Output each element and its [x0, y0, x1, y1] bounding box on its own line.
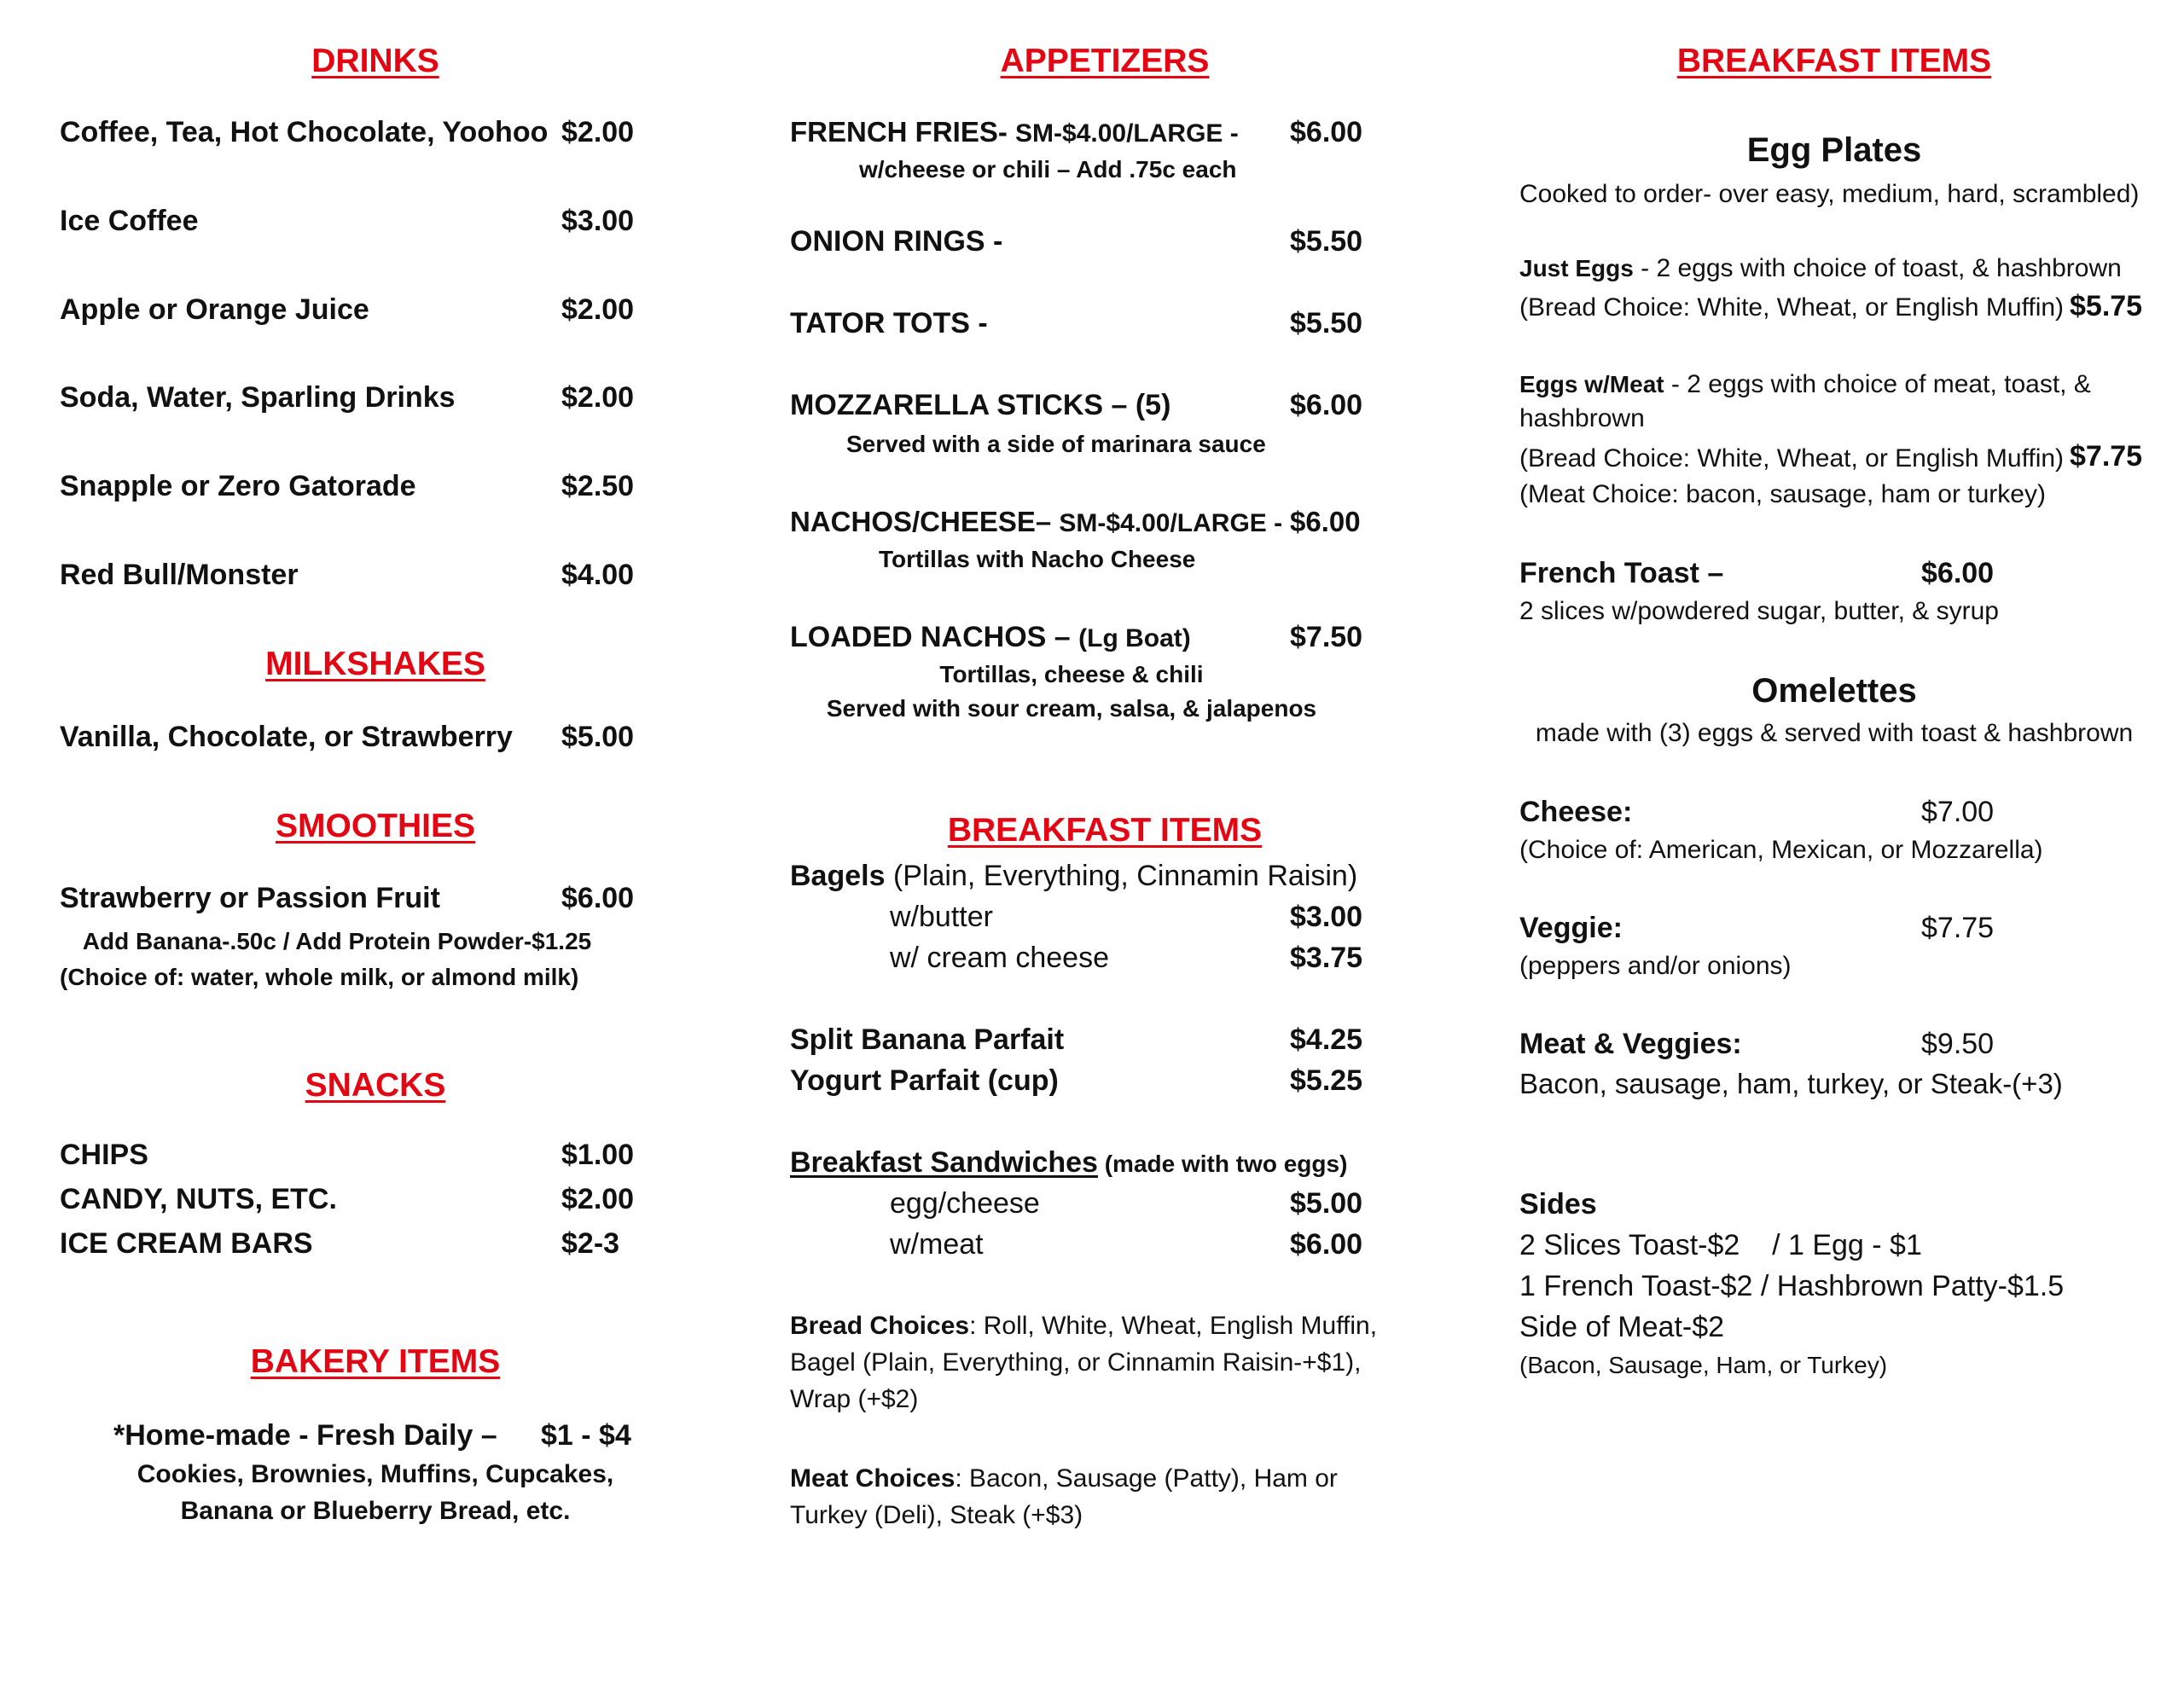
french-toast-label: French Toast – [1519, 557, 1724, 589]
bread-choices-label: Bread Choices [790, 1312, 970, 1340]
mozzarella-price: $6.00 [1290, 389, 1363, 421]
bagels-line [790, 860, 1357, 893]
bagel-butter-label: w/butter [890, 901, 993, 933]
nachos-sizes: SM-$4.00/LARGE - [1059, 509, 1283, 537]
snack-item-name: CHIPS [60, 1139, 148, 1171]
loaded-nachos-price: $7.50 [1290, 621, 1363, 653]
bread-choices-text: : Roll, White, Wheat, English Muffin, [969, 1312, 1378, 1340]
yogurt-price: $5.25 [1290, 1064, 1363, 1097]
snack-item-name: CANDY, NUTS, ETC. [60, 1183, 337, 1215]
drink-item-price: $2.50 [561, 470, 635, 502]
snack-item-price: $1.00 [561, 1139, 635, 1171]
sides-note: (Bacon, Sausage, Ham, or Turkey) [1519, 1352, 1888, 1378]
omelette-meatveg-price: $9.50 [1921, 1028, 1995, 1060]
omelette-meatveg-label: Meat & Veggies: [1519, 1028, 1742, 1060]
drink-item-name: Coffee, Tea, Hot Chocolate, Yoohoo [60, 116, 549, 148]
snack-item-price: $2-3 [561, 1227, 620, 1260]
sandwich-eggcheese-price: $5.00 [1290, 1187, 1363, 1220]
drink-item-price: $2.00 [561, 381, 635, 414]
mozzarella-note: Served with a side of marinara sauce [846, 431, 1266, 457]
eggs-meat-desc: hashbrown [1519, 404, 1645, 432]
drink-item-name: Red Bull/Monster [60, 559, 299, 591]
snacks-heading: SNACKS [305, 1067, 446, 1104]
eggs-meat-label: Eggs w/Meat [1519, 371, 1664, 397]
appetizers-heading: APPETIZERS [1000, 43, 1210, 79]
omelette-cheese-label: Cheese: [1519, 796, 1633, 828]
fries-price: $6.00 [1290, 116, 1363, 148]
bread-choices-line [790, 1312, 1377, 1341]
nachos-item [790, 506, 1282, 538]
nachos-price: $6.00 [1290, 506, 1361, 537]
sandwich-note: (made with two eggs) [1097, 1151, 1348, 1177]
drink-item-price: $4.00 [561, 559, 635, 591]
loaded-nachos-item [790, 621, 1191, 654]
sandwich-meat-price: $6.00 [1290, 1228, 1363, 1261]
smoothie-price: $6.00 [561, 882, 635, 914]
bakery-items-line: Cookies, Brownies, Muffins, Cupcakes, [136, 1460, 614, 1488]
bagel-cream-label: w/ cream cheese [890, 942, 1109, 974]
bagel-butter-price: $3.00 [1290, 901, 1363, 933]
loaded-nachos-name: LOADED NACHOS – [790, 621, 1071, 653]
omelette-veggie-label: Veggie: [1519, 912, 1623, 944]
nachos-name: NACHOS/CHEESE– [790, 506, 1052, 537]
milkshakes-heading: MILKSHAKES [265, 646, 485, 682]
omelette-cheese-price: $7.00 [1921, 796, 1995, 828]
bakery-line: *Home-made - Fresh Daily – [113, 1419, 497, 1452]
fries-item [790, 116, 1239, 148]
onion-rings-name: ONION RINGS - [790, 225, 1003, 258]
just-eggs-label: Just Eggs [1519, 255, 1634, 281]
egg-plates-title: Egg Plates [1746, 131, 1922, 169]
sides-title: Sides [1519, 1188, 1597, 1220]
loaded-nachos-note: Tortillas, cheese & chili [939, 661, 1204, 687]
french-toast-price: $6.00 [1921, 557, 1995, 589]
meat-choices-text: : Bacon, Sausage (Patty), Ham or [955, 1464, 1338, 1493]
bagels-label: Bagels [790, 860, 886, 892]
split-banana-label: Split Banana Parfait [790, 1023, 1065, 1056]
mozzarella-name: MOZZARELLA STICKS – (5) [790, 389, 1171, 421]
yogurt-label: Yogurt Parfait (cup) [790, 1064, 1059, 1097]
onion-rings-price: $5.50 [1290, 225, 1363, 258]
egg-plates-subtitle: Cooked to order- over easy, medium, hard, scrambled) [1519, 180, 2140, 208]
right-breakfast-heading: BREAKFAST ITEMS [1676, 43, 1992, 79]
milkshake-name: Vanilla, Chocolate, or Strawberry [60, 721, 513, 753]
sandwich-eggcheese-label: egg/cheese [890, 1187, 1040, 1220]
fries-note: w/cheese or chili – Add .75c each [859, 156, 1237, 183]
meat-choices-label: Meat Choices [790, 1464, 956, 1493]
tator-tots-name: TATOR TOTS - [790, 307, 988, 339]
bagel-cream-price: $3.75 [1290, 942, 1363, 974]
loaded-nachos-size: (Lg Boat) [1078, 624, 1191, 652]
just-eggs-line [1519, 254, 2122, 283]
loaded-nachos-note: Served with sour cream, salsa, & jalapenos [826, 695, 1317, 722]
bread-choices-text: Wrap (+$2) [790, 1385, 919, 1413]
just-eggs-price: $5.75 [2070, 290, 2143, 322]
drink-item-name: Snapple or Zero Gatorade [60, 470, 416, 502]
fries-sizes: SM-$4.00/LARGE - [1015, 119, 1239, 148]
just-eggs-bread: (Bread Choice: White, Wheat, or English Muffin) [1519, 293, 2065, 322]
omelettes-subtitle: made with (3) eggs & served with toast & hashbrown [1535, 719, 2134, 747]
eggs-meat-choice: (Meat Choice: bacon, sausage, ham or turkey) [1519, 480, 2046, 508]
drink-item-price: $2.00 [561, 293, 635, 326]
split-banana-price: $4.25 [1290, 1023, 1363, 1056]
fries-name: FRENCH FRIES- [790, 116, 1008, 148]
sides-line: 1 French Toast-$2 / Hashbrown Patty-$1.5 [1519, 1270, 2065, 1302]
drink-item-name: Ice Coffee [60, 205, 199, 237]
smoothie-addons: Add Banana-.50c / Add Protein Powder-$1.25 [82, 928, 592, 954]
meat-choices-line [790, 1464, 1338, 1493]
bakery-heading: BAKERY ITEMS [250, 1343, 501, 1380]
omelette-veggie-price: $7.75 [1921, 912, 1995, 944]
nachos-note: Tortillas with Nacho Cheese [879, 546, 1196, 572]
smoothie-milk-choice: (Choice of: water, whole milk, or almond milk) [60, 964, 579, 990]
drinks-heading: DRINKS [311, 43, 439, 79]
eggs-meat-price: $7.75 [2070, 440, 2143, 472]
snack-item-price: $2.00 [561, 1183, 635, 1215]
sides-line: Side of Meat-$2 [1519, 1311, 1725, 1343]
milkshake-price: $5.00 [561, 721, 635, 753]
omelettes-title: Omelettes [1751, 672, 1917, 710]
sandwich-label: Breakfast Sandwiches [790, 1146, 1098, 1179]
tator-tots-price: $5.50 [1290, 307, 1363, 339]
just-eggs-desc: - 2 eggs with choice of toast, & hashbrown [1633, 254, 2122, 282]
bakery-price: $1 - $4 [541, 1419, 631, 1452]
sandwich-meat-label: w/meat [890, 1228, 984, 1261]
eggs-meat-line [1519, 370, 2091, 399]
omelette-veggie-desc: (peppers and/or onions) [1519, 952, 1792, 980]
eggs-meat-bread: (Bread Choice: White, Wheat, or English Muffin) [1519, 444, 2065, 472]
meat-choices-text: Turkey (Deli), Steak (+$3) [790, 1501, 1083, 1529]
drink-item-name: Apple or Orange Juice [60, 293, 369, 326]
eggs-meat-desc: - 2 eggs with choice of meat, toast, & [1664, 370, 2091, 398]
drink-item-name: Soda, Water, Sparling Drinks [60, 381, 456, 414]
omelette-meatveg-desc: Bacon, sausage, ham, turkey, or Steak-(+3) [1519, 1068, 2063, 1099]
smoothies-heading: SMOOTHIES [275, 808, 476, 844]
sandwich-line [790, 1146, 1347, 1180]
sides-line: 2 Slices Toast-$2 / 1 Egg - $1 [1519, 1229, 1922, 1261]
drink-item-price: $2.00 [561, 116, 635, 148]
snack-item-name: ICE CREAM BARS [60, 1227, 313, 1260]
bread-choices-text: Bagel (Plain, Everything, or Cinnamin Raisin-+$1), [790, 1348, 1362, 1377]
bagels-types: (Plain, Everything, Cinnamin Raisin) [885, 860, 1358, 892]
french-toast-desc: 2 slices w/powdered sugar, butter, & syrup [1519, 597, 1999, 625]
middle-breakfast-heading: BREAKFAST ITEMS [947, 812, 1263, 849]
omelette-cheese-desc: (Choice of: American, Mexican, or Mozzarella) [1519, 836, 2043, 864]
smoothie-name: Strawberry or Passion Fruit [60, 882, 440, 914]
drink-item-price: $3.00 [561, 205, 635, 237]
bakery-items-line: Banana or Blueberry Bread, etc. [180, 1497, 571, 1525]
